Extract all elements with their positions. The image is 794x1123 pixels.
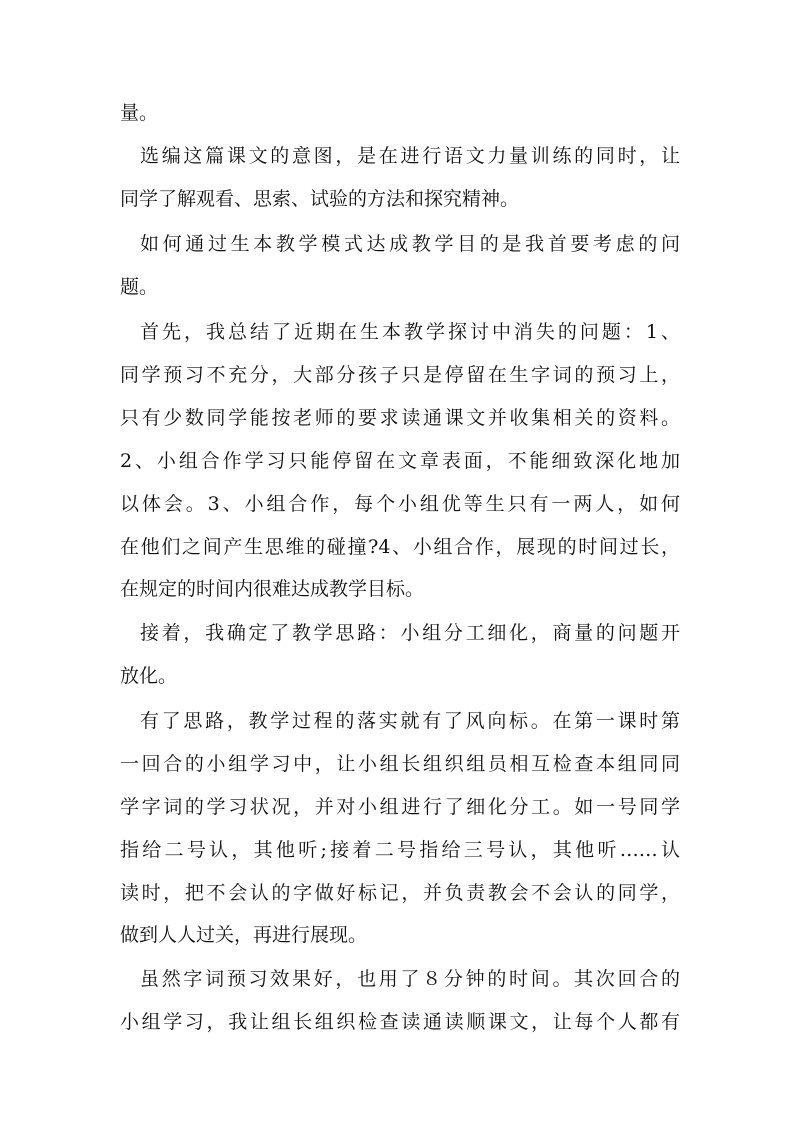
text-line: 2、小组合作学习只能停留在文章表面，不能细致深化地加	[120, 450, 680, 472]
text-line: 首先，我总结了近期在生本教学探讨中消失的问题：1、	[140, 321, 680, 343]
text-line: 接着，我确定了教学思路：小组分工细化，商量的问题开	[140, 622, 680, 644]
text-line: 只有少数同学能按老师的要求读通课文并收集相关的资料。	[120, 407, 680, 429]
text-line: 如何通过生本教学模式达成教学目的是我首要考虑的问	[140, 233, 680, 255]
text-line: 读时，把不会认的字做好标记，并负责教会不会认的同学，	[120, 882, 680, 904]
text-line: 有了思路，教学过程的落实就有了风向标。在第一课时第	[140, 710, 680, 732]
text-line: 学字词的学习状况，并对小组进行了细化分工。如一号同学	[120, 796, 680, 818]
text-line: 在他们之间产生思维的碰撞?4、小组合作，展现的时间过长，	[120, 536, 680, 558]
text-line: 小组学习，我让组长组织检查读通读顺课文，让每个人都有	[120, 1011, 680, 1033]
text-line: 指给二号认，其他听;接着二号指给三号认，其他听……认	[120, 839, 680, 861]
text-line: 题。	[120, 276, 159, 298]
text-line: 以体会。3、小组合作，每个小组优等生只有一两人，如何	[120, 493, 680, 515]
text-line: 选编这篇课文的意图，是在进行语文力量训练的同时，让	[140, 145, 680, 167]
text-line: 量。	[120, 102, 159, 124]
text-line: 放化。	[120, 665, 178, 687]
text-line: 同学预习不充分，大部分孩子只是停留在生字词的预习上，	[120, 364, 680, 386]
text-line: 同学了解观看、思索、试验的方法和探究精神。	[120, 188, 520, 210]
text-line: 虽然字词预习效果好，也用了８分钟的时间。其次回合的	[140, 968, 680, 990]
text-line: 做到人人过关，再进行展现。	[120, 924, 368, 946]
text-line: 在规定的时间内很难达成教学目标。	[120, 578, 425, 600]
text-line: 一回合的小组学习中，让小组长组织组员相互检查本组同同	[120, 753, 680, 775]
